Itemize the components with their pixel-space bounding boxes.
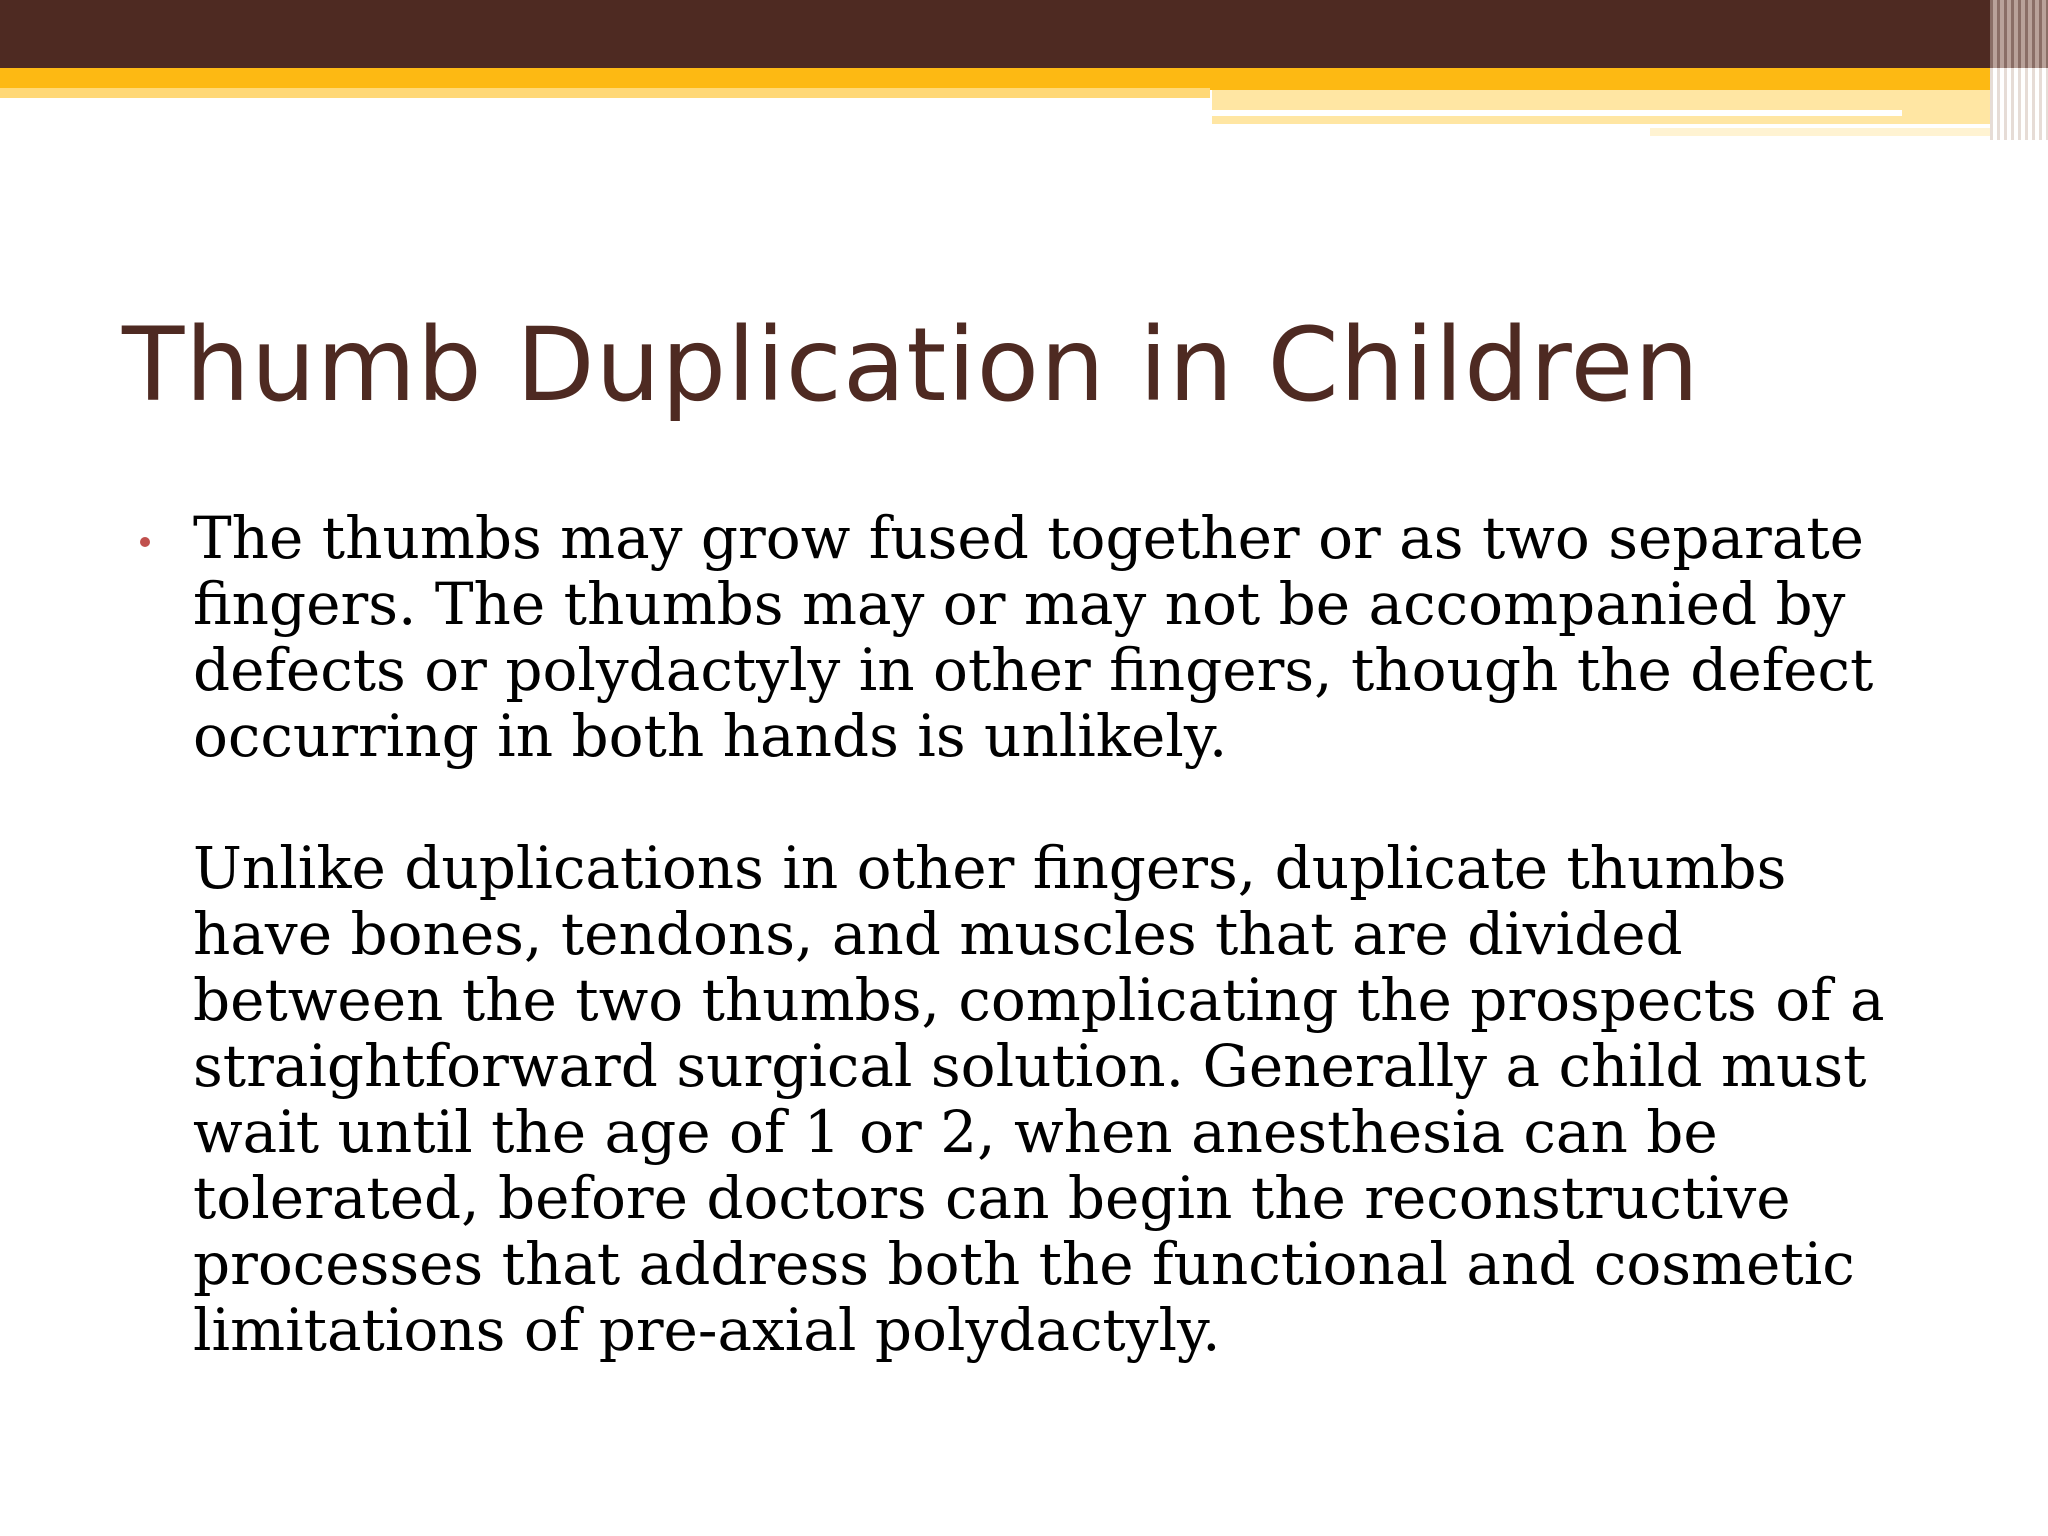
header-band-dark [0,0,2048,68]
bullet-paragraph-1: The thumbs may grow fused together or as two separate fingers. The thumbs may or may not be accompanied by defects or polydactyly in other fingers, though the defect occurring in both hands is unlikely. [193,504,1874,770]
header-accent-line [1212,110,1902,116]
slide-body [140,505,1940,1363]
bullet-item [140,505,1940,1363]
bullet-paragraph-2: Unlike duplications in other fingers, duplicate thumbs have bones, tendons, and muscles that are divided between the two thumbs, complicating the prospects of a straightforward surgical solution. Generally a child must wait until the age of 1 or 2, when anesthesia can be tolerated, before doctors can begin the reconstructive processes that address both the functional and cosmetic limitations of pre-axial polydactyly. [193,834,1885,1364]
bullet-text [193,505,1940,1363]
decorative-stripes-top [1990,0,2048,68]
header-band-accent [1212,90,2048,124]
header-accent-line-2 [1650,128,2048,136]
header-band-gold [0,68,2048,90]
header-band-gold-light [0,88,1210,98]
slide-title: Thumb Duplication in Children [122,306,1700,425]
bullet-dot-icon [140,537,150,547]
